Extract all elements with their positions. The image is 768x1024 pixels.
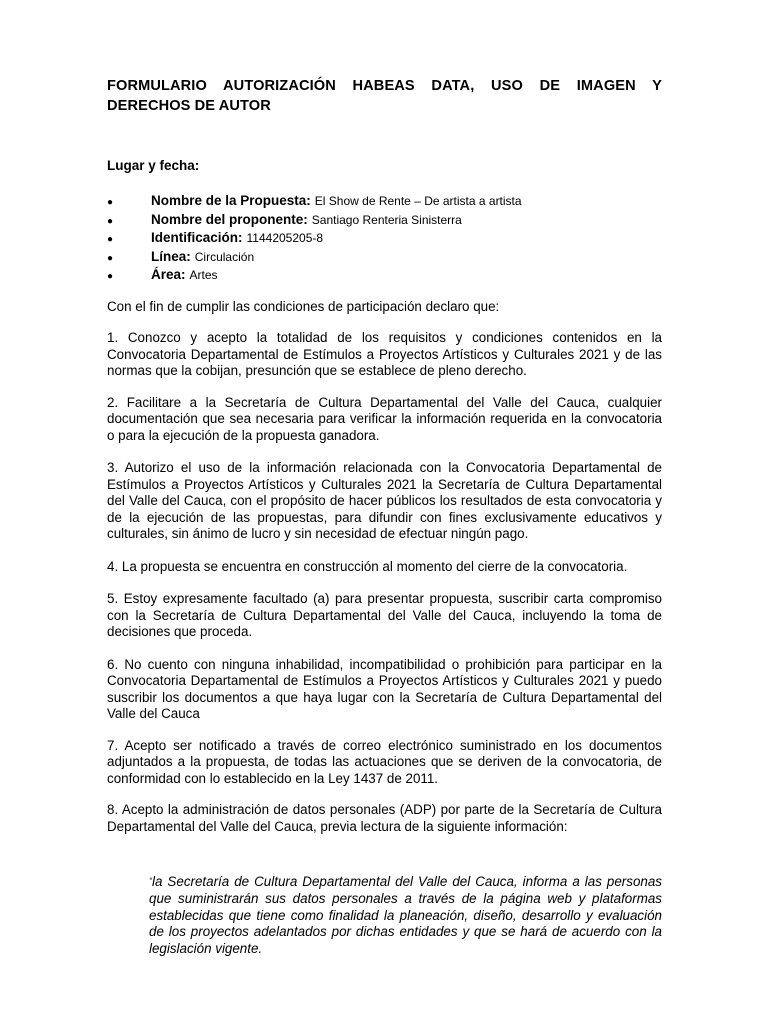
proposal-fields-list [107,193,662,286]
field-label: Línea: [151,248,191,264]
declaration-item-8: 8. Acepto la administración de datos personales (ADP) por parte de la Secretaría de Cultura Departamental del Valle del Cauca, previa lectura de la siguiente información: [107,802,662,834]
bullet-icon: ● [107,215,114,227]
declaration-item-5: 5. Estoy expresamente facultado (a) para presentar propuesta, suscribir carta compromiso con la Secretaría de Cultura Departamental del Valle del Cauca, incluyendo la toma de decisiones que proceda. [107,591,662,639]
declaration-item-4: 4. La propuesta se encuentra en construcción al momento del cierre de la convocatoria. [107,558,628,574]
field-value: Artes [189,268,218,282]
field-proponent-name [107,212,662,231]
quote-text: la Secretaría de Cultura Departamental del Valle del Cauca, informa a las personas que suministrarán sus datos personales a través de la página web y plataformas establecidas que tiene como finalidad la planeación, diseño, desarrollo y evaluación de los proyectos adelantados por dichas entidades y que se hará de acuerdo con la legislación vigente. [149,874,662,957]
field-identification [107,230,662,249]
field-value: 1144205205-8 [246,231,324,245]
bullet-icon: ● [107,197,114,208]
field-label: Área: [151,267,186,282]
field-label: Nombre del proponente: [151,211,308,227]
document-title-line-1: FORMULARIO AUTORIZACIÓN HABEAS DATA, USO DE IMAGEN Y [107,78,662,94]
declaration-item-6: 6. No cuento con ninguna inhabilidad, incompatibilidad o prohibición para participar en la Convocatoria Departamental de Estímulos a Proyectos Artísticos y Culturales 2021 y puedo suscribir los documentos a que haya lugar con la Secretaría de Cultura Departamental del Valle del Cauca [107,656,662,721]
declaration-item-2: 2. Facilitare a la Secretaría de Cultura Departamental del Valle del Cauca, cualquier documentación que sea necesaria para verificar la información requerida en la convocatoria o para la ejecución de la propuesta ganadora. [107,394,662,443]
quote-open-mark: “ [149,876,152,886]
declaration-item-3: 3. Autorizo el uso de la información relacionada con la Convocatoria Departamental de Estímulos a Proyectos Artísticos y Culturales 2021 la Secretaría de Cultura Departamental del Valle del Cauca, con el propósito de hacer públicos los resultados de esta convocatoria y de la ejecución de las propuestas, para difundir con fines exclusivamente educativos y culturales, sin ánimo de lucro y sin necesidad de efectuar ningún pago. [107,460,662,541]
document-title-line-2: DERECHOS DE AUTOR [107,98,271,114]
field-line [107,249,662,268]
bullet-icon: ● [107,252,114,264]
field-label: Nombre de la Propuesta: [151,193,311,208]
bullet-icon: ● [107,271,114,282]
place-date-label: Lugar y fecha: [107,158,200,173]
field-value: Santiago Renteria Sinisterra [311,212,462,227]
field-value: Circulación [194,249,255,264]
declaration-intro: Con el fin de cumplir las condiciones de participación declaro que: [107,298,500,314]
field-value: El Show de Rente – De artista a artista [314,194,522,208]
field-label: Identificación: [151,230,243,245]
field-proposal-name [107,193,662,212]
field-area [107,267,662,286]
declaration-item-1: 1. Conozco y acepto la totalidad de los requisitos y condiciones contenidos en la Convocatoria Departamental de Estímulos a Proyectos Artísticos y Culturales 2021 y de las normas que la cobijan, presunción que se establece de pleno derecho. [107,330,662,378]
document-title [107,76,662,116]
declaration-item-7: 7. Acepto ser notificado a través de correo electrónico suministrado en los documentos adjuntados a la propuesta, de todas las actuaciones que se deriven de la convocatoria, de conformidad con lo establecido en la Ley 1437 de 2011. [107,737,662,786]
bullet-icon: ● [107,234,114,245]
data-policy-quote [149,873,662,958]
